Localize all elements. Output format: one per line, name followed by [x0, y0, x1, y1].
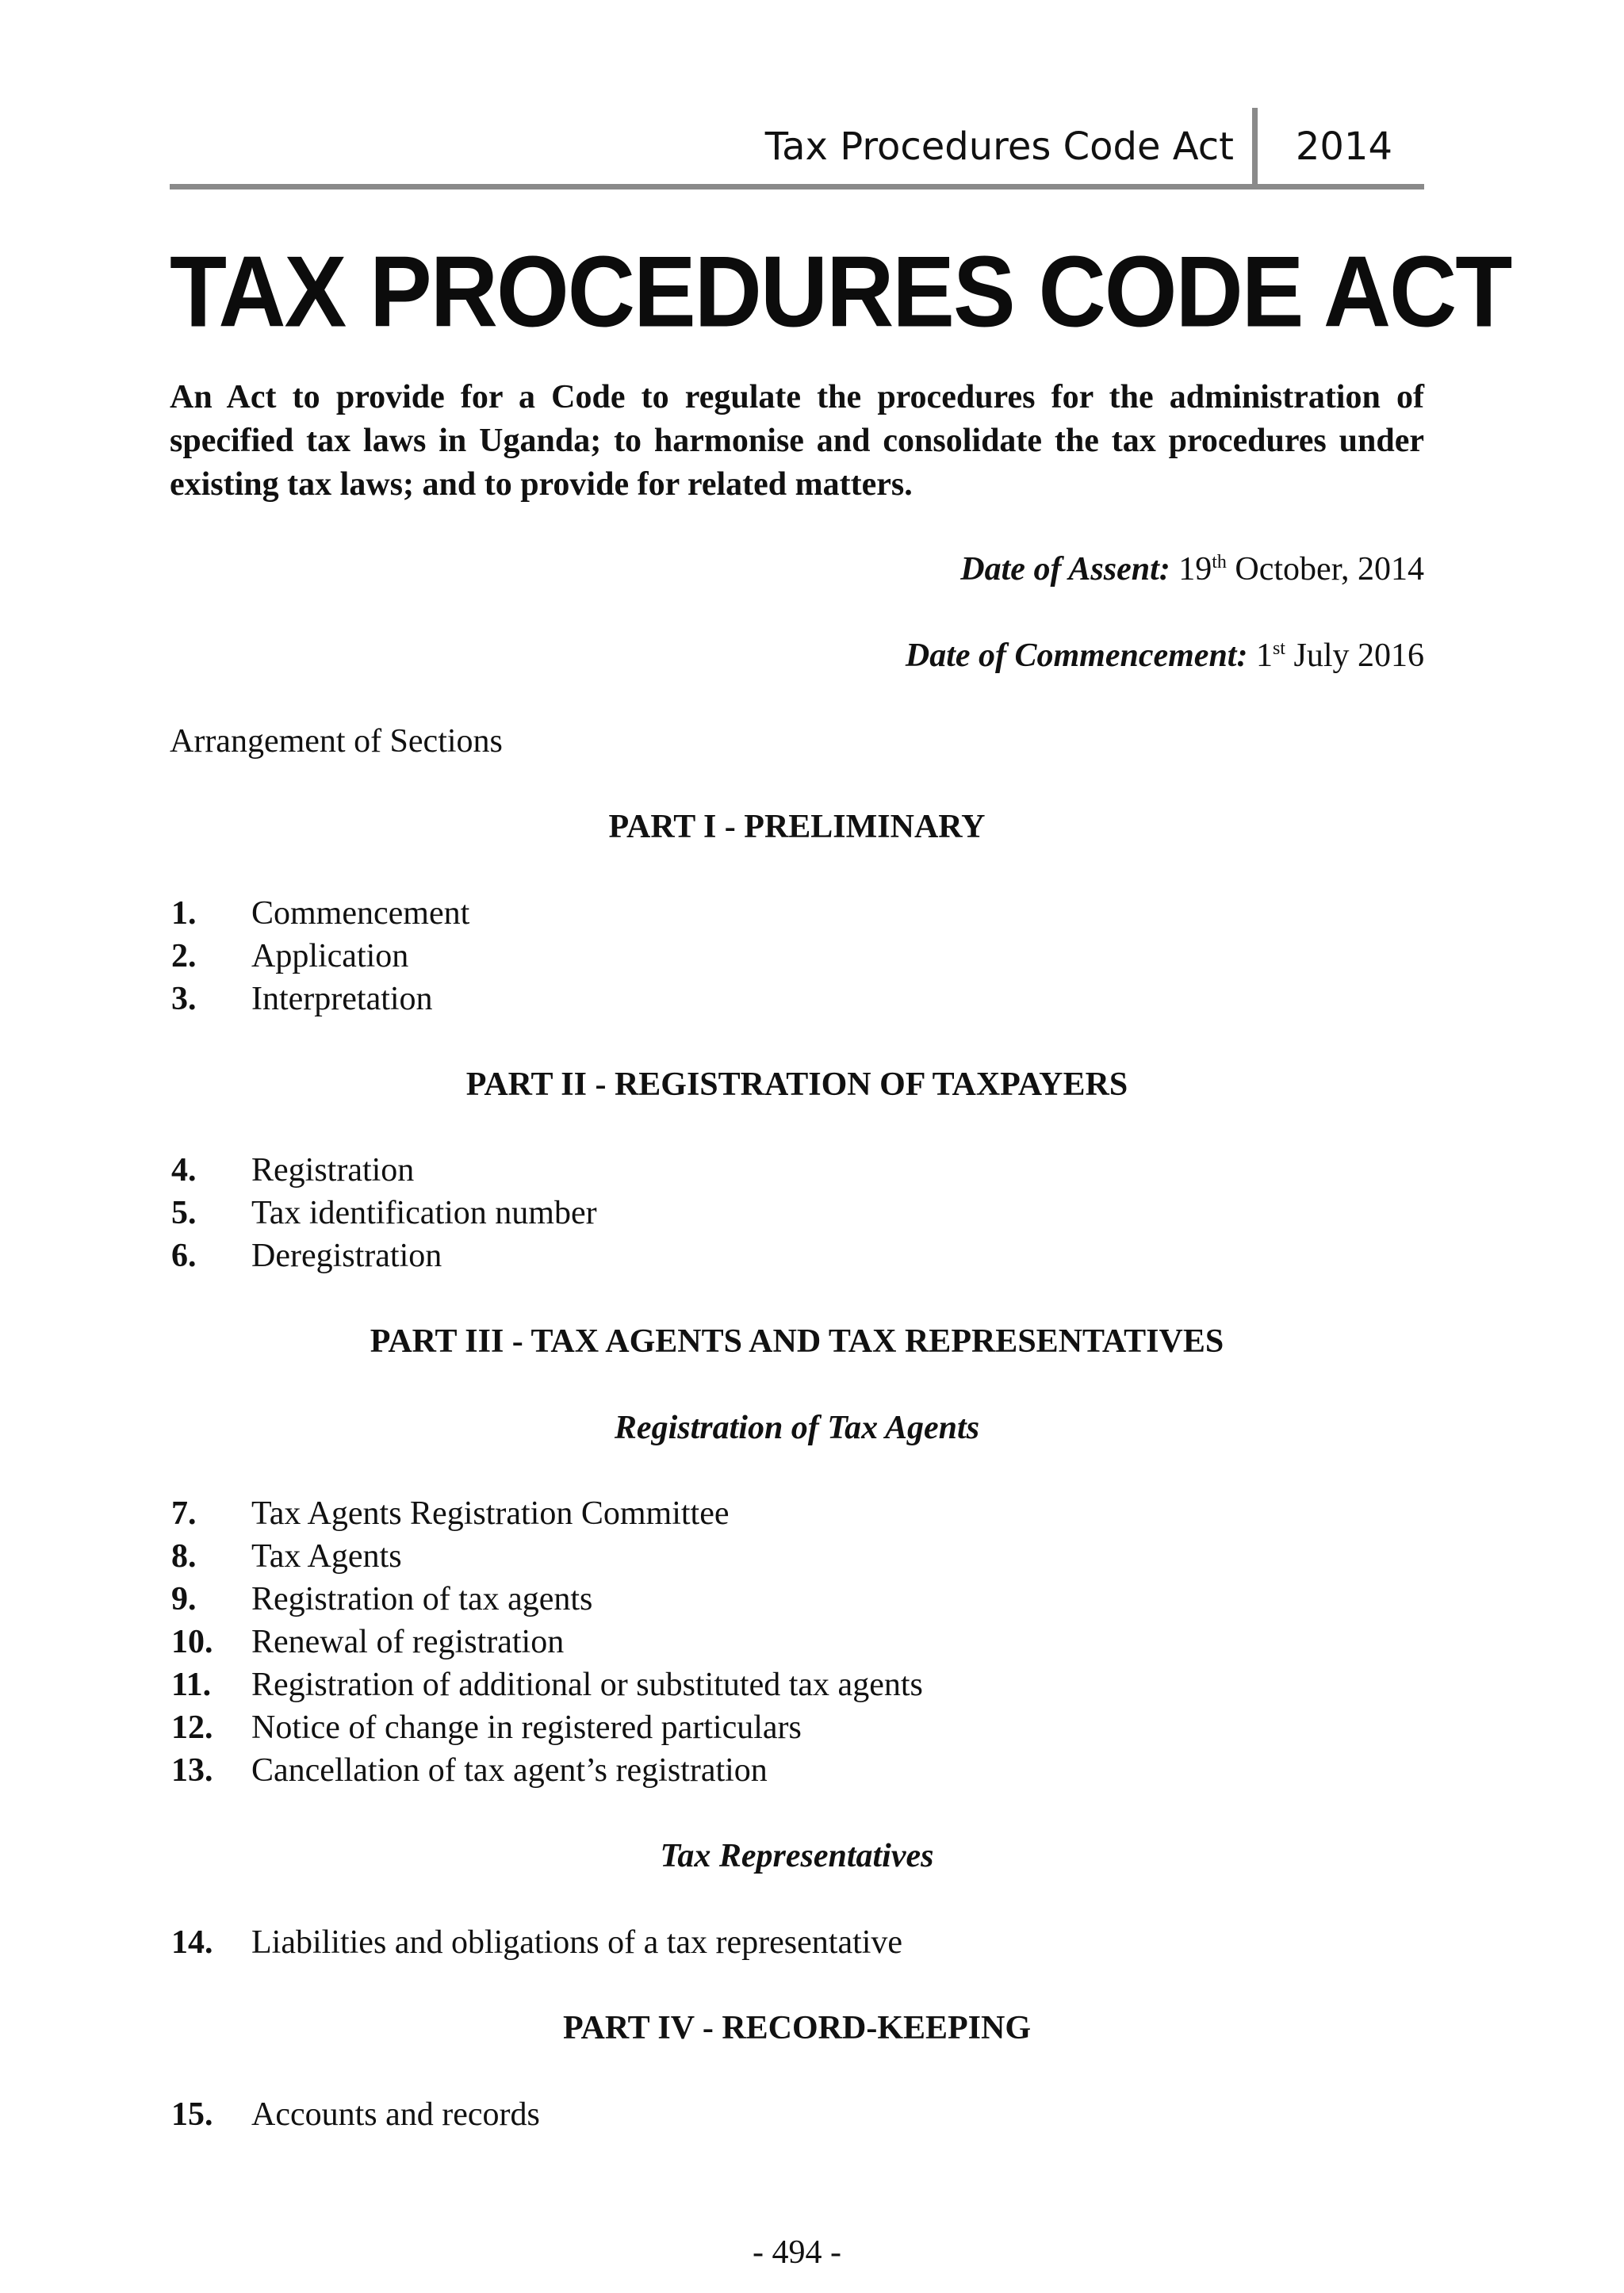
section-entry	[170, 892, 1424, 935]
date-of-assent	[170, 548, 1424, 591]
part-heading: PART II - REGISTRATION OF TAXPAYERS	[465, 1066, 1128, 1103]
section-title: Tax Agents Registration Committee	[251, 1495, 730, 1532]
section-number: 13.	[171, 1752, 213, 1789]
page-number: - 494 -	[753, 2234, 841, 2271]
section-entry	[170, 1192, 1424, 1235]
section-entry	[170, 1535, 1424, 1578]
section-number: 11.	[171, 1667, 212, 1703]
section-number: 4.	[171, 1152, 197, 1189]
sub-heading: Registration of Tax Agents	[614, 1410, 980, 1446]
section-number: 3.	[171, 981, 197, 1017]
section-number: 2.	[171, 938, 197, 974]
act-title: TAX PROCEDURES CODE ACT	[170, 235, 1511, 349]
part-heading: PART IV - RECORD-KEEPING	[562, 2010, 1032, 2046]
section-entry	[170, 1235, 1424, 1277]
section-entry	[170, 1663, 1424, 1706]
running-header-divider	[1252, 108, 1258, 184]
section-title: Tax identification number	[251, 1195, 597, 1231]
section-entry	[170, 1578, 1424, 1621]
section-entry	[170, 935, 1424, 978]
arrangement-heading: Arrangement of Sections	[170, 723, 503, 760]
section-title: Interpretation	[251, 981, 433, 1017]
section-entry	[170, 1621, 1424, 1663]
date-of-commencement	[170, 634, 1424, 678]
date-of-assent-day: 19	[1178, 551, 1212, 588]
section-entry	[170, 1149, 1424, 1192]
section-list	[170, 2093, 1424, 2136]
date-of-commencement-rest: July 2016	[1293, 637, 1424, 674]
date-of-commencement-ordinal: st	[1272, 638, 1285, 659]
section-title: Registration of tax agents	[251, 1581, 593, 1617]
section-number: 1.	[171, 895, 197, 932]
section-title: Deregistration	[251, 1238, 442, 1274]
section-title: Commencement	[251, 895, 470, 932]
section-number: 12.	[171, 1709, 213, 1746]
part-heading: PART I - PRELIMINARY	[608, 809, 986, 845]
section-list	[170, 1149, 1424, 1277]
date-of-commencement-label: Date of Commencement:	[905, 637, 1248, 674]
section-number: 5.	[171, 1195, 197, 1231]
section-entry	[170, 2093, 1424, 2136]
section-entry	[170, 1706, 1424, 1749]
running-header-year: 2014	[1295, 124, 1392, 169]
section-number: 8.	[171, 1538, 197, 1575]
section-entry	[170, 1749, 1424, 1792]
section-entry	[170, 978, 1424, 1020]
section-title: Tax Agents	[251, 1538, 402, 1575]
section-title: Notice of change in registered particulars	[251, 1709, 802, 1746]
section-number: 10.	[171, 1624, 213, 1660]
section-title: Liabilities and obligations of a tax representative	[251, 1924, 903, 1961]
act-long-title: An Act to provide for a Code to regulate the procedures for the administration of specified tax laws in Uganda; to harmonise and consolidate the tax procedures under existing tax laws; and to provide for related matters.	[170, 379, 1424, 503]
section-number: 7.	[171, 1495, 197, 1532]
section-list	[170, 1492, 1424, 1792]
date-of-commencement-day: 1	[1255, 637, 1273, 674]
section-title: Accounts and records	[251, 2096, 540, 2133]
section-title: Renewal of registration	[251, 1624, 565, 1660]
section-number: 6.	[171, 1238, 197, 1274]
section-list	[170, 1921, 1424, 1964]
section-title: Application	[251, 938, 409, 974]
date-of-assent-rest: October, 2014	[1235, 551, 1424, 588]
section-list	[170, 892, 1424, 1020]
section-title: Registration of additional or substituted tax agents	[251, 1667, 923, 1703]
section-number: 14.	[171, 1924, 213, 1961]
section-number: 9.	[171, 1581, 197, 1617]
section-entry	[170, 1921, 1424, 1964]
sub-heading: Tax Representatives	[660, 1838, 934, 1874]
section-title: Cancellation of tax agent’s registration	[251, 1752, 768, 1789]
section-number: 15.	[171, 2096, 213, 2133]
part-heading: PART III - TAX AGENTS AND TAX REPRESENTATIVES	[370, 1323, 1224, 1360]
running-header-title: Tax Procedures Code Act	[764, 124, 1234, 169]
running-header	[170, 108, 1424, 189]
date-of-assent-ordinal: th	[1212, 552, 1227, 572]
section-entry	[170, 1492, 1424, 1535]
date-of-assent-label: Date of Assent:	[960, 551, 1170, 588]
section-title: Registration	[251, 1152, 415, 1189]
